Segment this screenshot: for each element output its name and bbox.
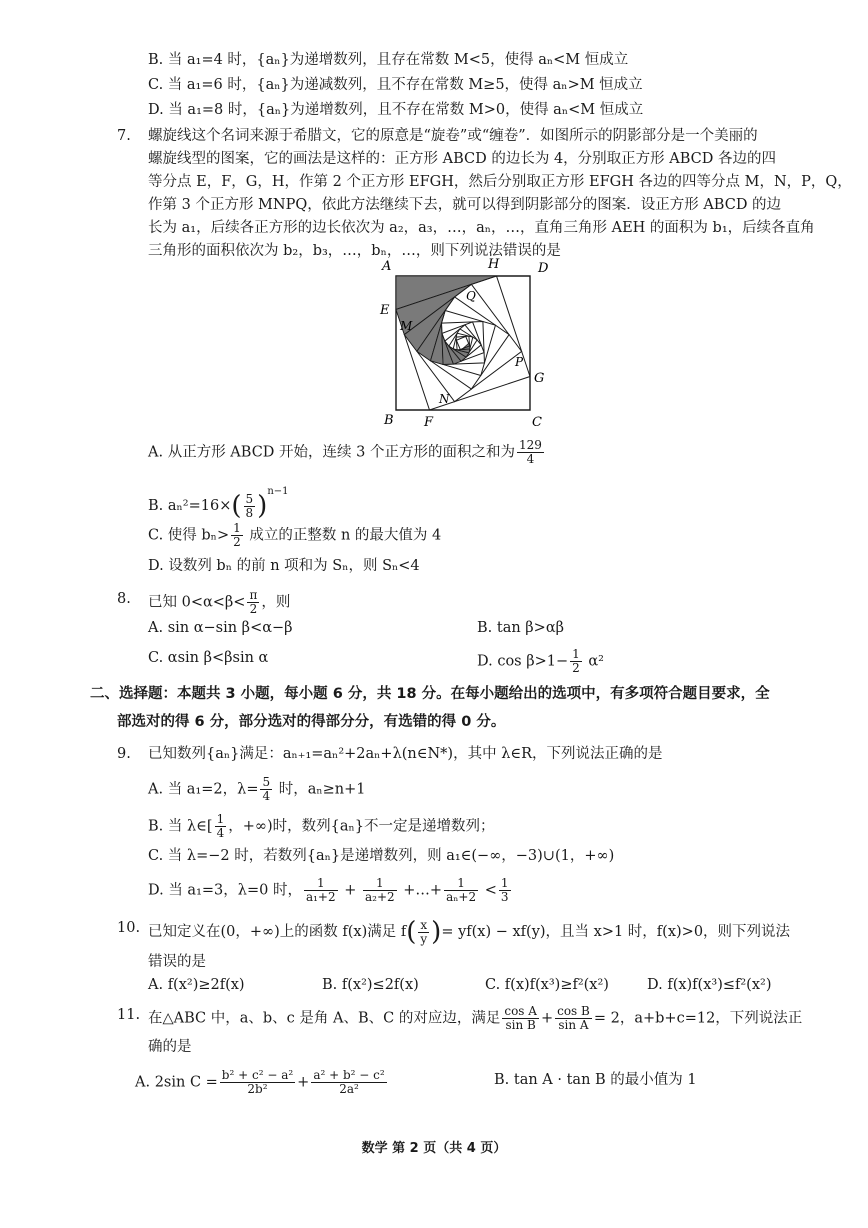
spiral-square-figure bbox=[378, 258, 558, 432]
q9-option-d-pre: D. 当 a₁=3，λ=0 时， bbox=[148, 882, 302, 899]
q7-option-a-fraction bbox=[517, 439, 544, 466]
q8-stem bbox=[148, 589, 290, 616]
q9-option-d-term-2 bbox=[363, 877, 397, 904]
q9-option-b-post: ，+∞)时，数列{aₙ}不一定是递增数列； bbox=[228, 818, 495, 835]
q11-option-a-fraction-1-num: b² + c² − a² bbox=[221, 1068, 294, 1082]
q11-stem-line-2: 确的是 bbox=[148, 1039, 192, 1055]
label-F: F bbox=[424, 415, 434, 428]
q7-stem-line-5: 长为 a₁，后续各正方形的边长依次为 a₂，a₃，…，aₙ，…，直角三角形 AEH 的面积为 b₁，后续各直角 bbox=[148, 220, 815, 236]
label-C: C bbox=[532, 415, 542, 428]
q9-option-b-num: 1 bbox=[216, 812, 225, 826]
q9-option-a-fraction bbox=[260, 776, 272, 803]
q9-option-d-term-n-num: 1 bbox=[444, 877, 478, 891]
q11-plus: + bbox=[540, 1010, 554, 1027]
q8-stem-num: π bbox=[249, 588, 258, 602]
section-2-heading-line-1: 二、选择题：本题共 3 小题，每小题 6 分，共 18 分。在每小题给出的选项中，有多项符合题目要求，全 bbox=[90, 686, 770, 702]
q8-number: 8. bbox=[117, 591, 131, 607]
q6-option-c: C. 当 a₁=6 时，{aₙ}为递减数列，且不存在常数 M≥5，使得 aₙ>M 恒成立 bbox=[148, 77, 643, 93]
q10-number: 10. bbox=[117, 920, 141, 936]
q9-option-c: C. 当 λ=−2 时，若数列{aₙ}是递增数列，则 a₁∈(−∞，−3)∪(1，+∞) bbox=[148, 848, 615, 864]
q7-option-c-post: 成立的正整数 n 的最大值为 4 bbox=[244, 527, 442, 544]
q10-stem-post: = yf(x) − xf(y)，且当 x>1 时，f(x)>0，则下列说法 bbox=[441, 924, 791, 940]
q7-option-c-pre: C. 使得 bₙ> bbox=[148, 527, 230, 544]
q9-option-a-num: 5 bbox=[262, 775, 271, 789]
section-2-heading-line-2: 部选对的得 6 分，部分选对的得部分分，有选错的得 0 分。 bbox=[117, 714, 506, 730]
q7-option-a bbox=[148, 439, 546, 466]
q9-stem: 已知数列{aₙ}满足：aₙ₊₁=aₙ²+2aₙ+λ(n∈N*)，其中 λ∈R，下列说法正确的是 bbox=[148, 746, 663, 762]
q9-option-b-pre: B. 当 λ∈[ bbox=[148, 818, 213, 835]
q11-option-a-fraction-2-den: 2a² bbox=[339, 1082, 359, 1096]
q9-option-d-term-1-num: 1 bbox=[304, 877, 338, 891]
label-Q: Q bbox=[466, 289, 476, 303]
q11-option-a-fraction-1-den: 2b² bbox=[247, 1082, 268, 1096]
q7-option-b-text: B. aₙ²=16× bbox=[148, 498, 232, 514]
q7-option-a-text: A. 从正方形 ABCD 开始，连续 3 个正方形的面积之和为 bbox=[148, 444, 515, 461]
label-B: B bbox=[384, 413, 394, 428]
q10-option-d: D. f(x)f(x³)≤f²(x²) bbox=[647, 977, 772, 993]
q9-option-d-dots: +…+ bbox=[398, 882, 443, 899]
spiral-figure-svg bbox=[378, 258, 558, 428]
q11-stem-post: = 2，a+b+c=12，下列说法正 bbox=[593, 1010, 803, 1027]
q7-stem-line-1: 螺旋线这个名词来源于希腊文，它的原意是“旋卷”或“缠卷”．如图所示的阴影部分是一个美丽的 bbox=[148, 128, 758, 144]
q7-option-a-den: 4 bbox=[526, 452, 535, 466]
q8-option-d-fraction bbox=[570, 648, 582, 675]
spiral-squares bbox=[396, 276, 530, 410]
q10-option-a: A. f(x²)≥2f(x) bbox=[148, 977, 245, 993]
q9-option-b-fraction bbox=[215, 813, 227, 840]
q9-option-b bbox=[148, 813, 494, 840]
q11-fraction-2 bbox=[555, 1005, 592, 1032]
q9-option-d-lt: < bbox=[480, 882, 497, 899]
q7-option-b: B. aₙ²=16×( $\frac{5}{8}$ )$^{n-1}$ bbox=[148, 486, 289, 521]
q9-option-d-bound-den: 3 bbox=[500, 890, 509, 904]
q9-option-d-term-n-den: aₙ+2 bbox=[446, 890, 477, 904]
q10-stem-fraction bbox=[418, 919, 429, 946]
q8-option-d-den: 2 bbox=[572, 661, 580, 675]
page-footer: 数学 第 2 页（共 4 页） bbox=[361, 1141, 507, 1156]
q7-option-b-fraction bbox=[244, 493, 256, 520]
q7-option-b-den: 8 bbox=[245, 505, 254, 520]
q7-stem-line-3: 等分点 E，F，G，H，作第 2 个正方形 EFGH，然后分别取正方形 EFGH 各边的四等分点 M，N，P，Q， bbox=[148, 174, 852, 190]
q7-option-c-num: 1 bbox=[233, 521, 241, 535]
q10-stem: 已知定义在(0，+∞)上的函数 f(x)满足 f( $\frac{x}{y}$ )= yf(x) − xf(y)，且当 x>1 时，f(x)>0，则下列说法 bbox=[148, 917, 791, 947]
q7-option-a-num: 129 bbox=[518, 438, 542, 452]
q6-option-b: B. 当 a₁=4 时，{aₙ}为递增数列，且存在常数 M<5，使得 aₙ<M 恒成立 bbox=[148, 52, 629, 68]
q11-option-a-fraction-2 bbox=[311, 1069, 386, 1096]
q8-stem-post: ，则 bbox=[261, 594, 291, 611]
q11-option-a bbox=[135, 1069, 389, 1096]
q10-stem-den: y bbox=[420, 931, 428, 946]
q7-option-c-fraction bbox=[231, 522, 243, 549]
q11-fraction-1-den: sin B bbox=[505, 1018, 536, 1032]
q9-option-a-den: 4 bbox=[262, 789, 271, 803]
q7-option-b-num: 5 bbox=[245, 491, 254, 506]
q7-option-b-exponent: n−1 bbox=[267, 486, 289, 497]
q7-option-c bbox=[148, 522, 441, 549]
label-E: E bbox=[380, 303, 390, 318]
q8-option-d-num: 1 bbox=[572, 647, 580, 661]
q8-stem-fraction bbox=[247, 589, 259, 616]
q9-option-d-bound-num: 1 bbox=[500, 876, 509, 890]
q10-option-c: C. f(x)f(x³)≥f²(x²) bbox=[485, 977, 609, 993]
q7-stem-line-4: 作第 3 个正方形 MNPQ，依此方法继续下去，就可以得到阴影部分的图案．设正方形 ABCD 的边 bbox=[148, 197, 782, 213]
q8-stem-den: 2 bbox=[249, 602, 258, 616]
q11-fraction-2-num: cos B bbox=[557, 1004, 590, 1018]
q9-option-d-term-2-num: 1 bbox=[363, 877, 397, 891]
q9-option-d-term-n bbox=[444, 877, 478, 904]
q7-option-d: D. 设数列 bₙ 的前 n 项和为 Sₙ，则 Sₙ<4 bbox=[148, 558, 420, 574]
q9-option-d bbox=[148, 877, 513, 904]
q11-option-a-fraction-2-num: a² + b² − c² bbox=[313, 1068, 385, 1082]
q11-option-a-plus: + bbox=[297, 1074, 310, 1091]
label-D: D bbox=[538, 261, 549, 276]
label-H: H bbox=[488, 258, 500, 272]
q11-stem bbox=[148, 1005, 802, 1032]
q6-option-d: D. 当 a₁=8 时，{aₙ}为递增数列，且不存在常数 M>0，使得 aₙ<M 恒成立 bbox=[148, 102, 644, 118]
q9-option-d-plus: + bbox=[339, 882, 361, 899]
label-N: N bbox=[439, 392, 450, 406]
q9-option-d-term-2-den: a₂+2 bbox=[364, 890, 395, 904]
q9-number: 9. bbox=[117, 746, 131, 762]
q11-fraction-2-den: sin A bbox=[558, 1018, 589, 1032]
q8-option-d bbox=[477, 648, 604, 675]
q11-option-a-fraction-1 bbox=[220, 1069, 295, 1096]
q8-option-d-post: α² bbox=[583, 653, 604, 670]
q9-option-d-term-1-den: a₁+2 bbox=[305, 890, 336, 904]
q8-option-c: C. αsin β<βsin α bbox=[148, 650, 269, 666]
label-G: G bbox=[534, 371, 545, 386]
q11-fraction-1-num: cos A bbox=[504, 1004, 537, 1018]
q7-number: 7. bbox=[117, 128, 131, 144]
q8-option-d-pre: D. cos β>1− bbox=[477, 653, 569, 670]
q8-stem-pre: 已知 0<α<β< bbox=[148, 594, 246, 611]
q7-stem-line-2: 螺旋线型的图案，它的画法是这样的：正方形 ABCD 的边长为 4，分别取正方形 ABCD 各边的四 bbox=[148, 151, 776, 167]
label-A: A bbox=[382, 259, 392, 274]
q11-option-b: B. tan A · tan B 的最小值为 1 bbox=[494, 1072, 697, 1088]
q8-option-b: B. tan β>αβ bbox=[477, 620, 564, 636]
q10-stem-pre: 已知定义在(0，+∞)上的函数 f(x)满足 f bbox=[148, 924, 407, 940]
label-M: M bbox=[400, 319, 413, 333]
q9-option-a bbox=[148, 776, 366, 803]
q7-stem-line-6: 三角形的面积依次为 b₂，b₃，…，bₙ，…，则下列说法错误的是 bbox=[148, 243, 561, 259]
q8-option-a: A. sin α−sin β<α−β bbox=[148, 620, 293, 636]
q9-option-d-term-1 bbox=[304, 877, 338, 904]
q9-option-a-pre: A. 当 a₁=2，λ= bbox=[148, 781, 259, 798]
q9-option-b-den: 4 bbox=[216, 826, 225, 840]
q10-stem-num: x bbox=[420, 917, 428, 932]
q7-option-c-den: 2 bbox=[233, 535, 241, 549]
q9-option-d-bound bbox=[499, 877, 511, 904]
q9-option-a-post: 时，aₙ≥n+1 bbox=[274, 781, 366, 798]
q10-stem-line-2: 错误的是 bbox=[148, 954, 206, 970]
q11-number: 11. bbox=[117, 1007, 141, 1023]
q11-option-a-pre: A. 2sin C = bbox=[135, 1074, 218, 1091]
q11-fraction-1 bbox=[502, 1005, 539, 1032]
label-P: P bbox=[515, 355, 524, 369]
q10-option-b: B. f(x²)≤2f(x) bbox=[322, 977, 419, 993]
q11-stem-pre: 在△ABC 中，a、b、c 是角 A、B、C 的对应边，满足 bbox=[148, 1010, 501, 1027]
